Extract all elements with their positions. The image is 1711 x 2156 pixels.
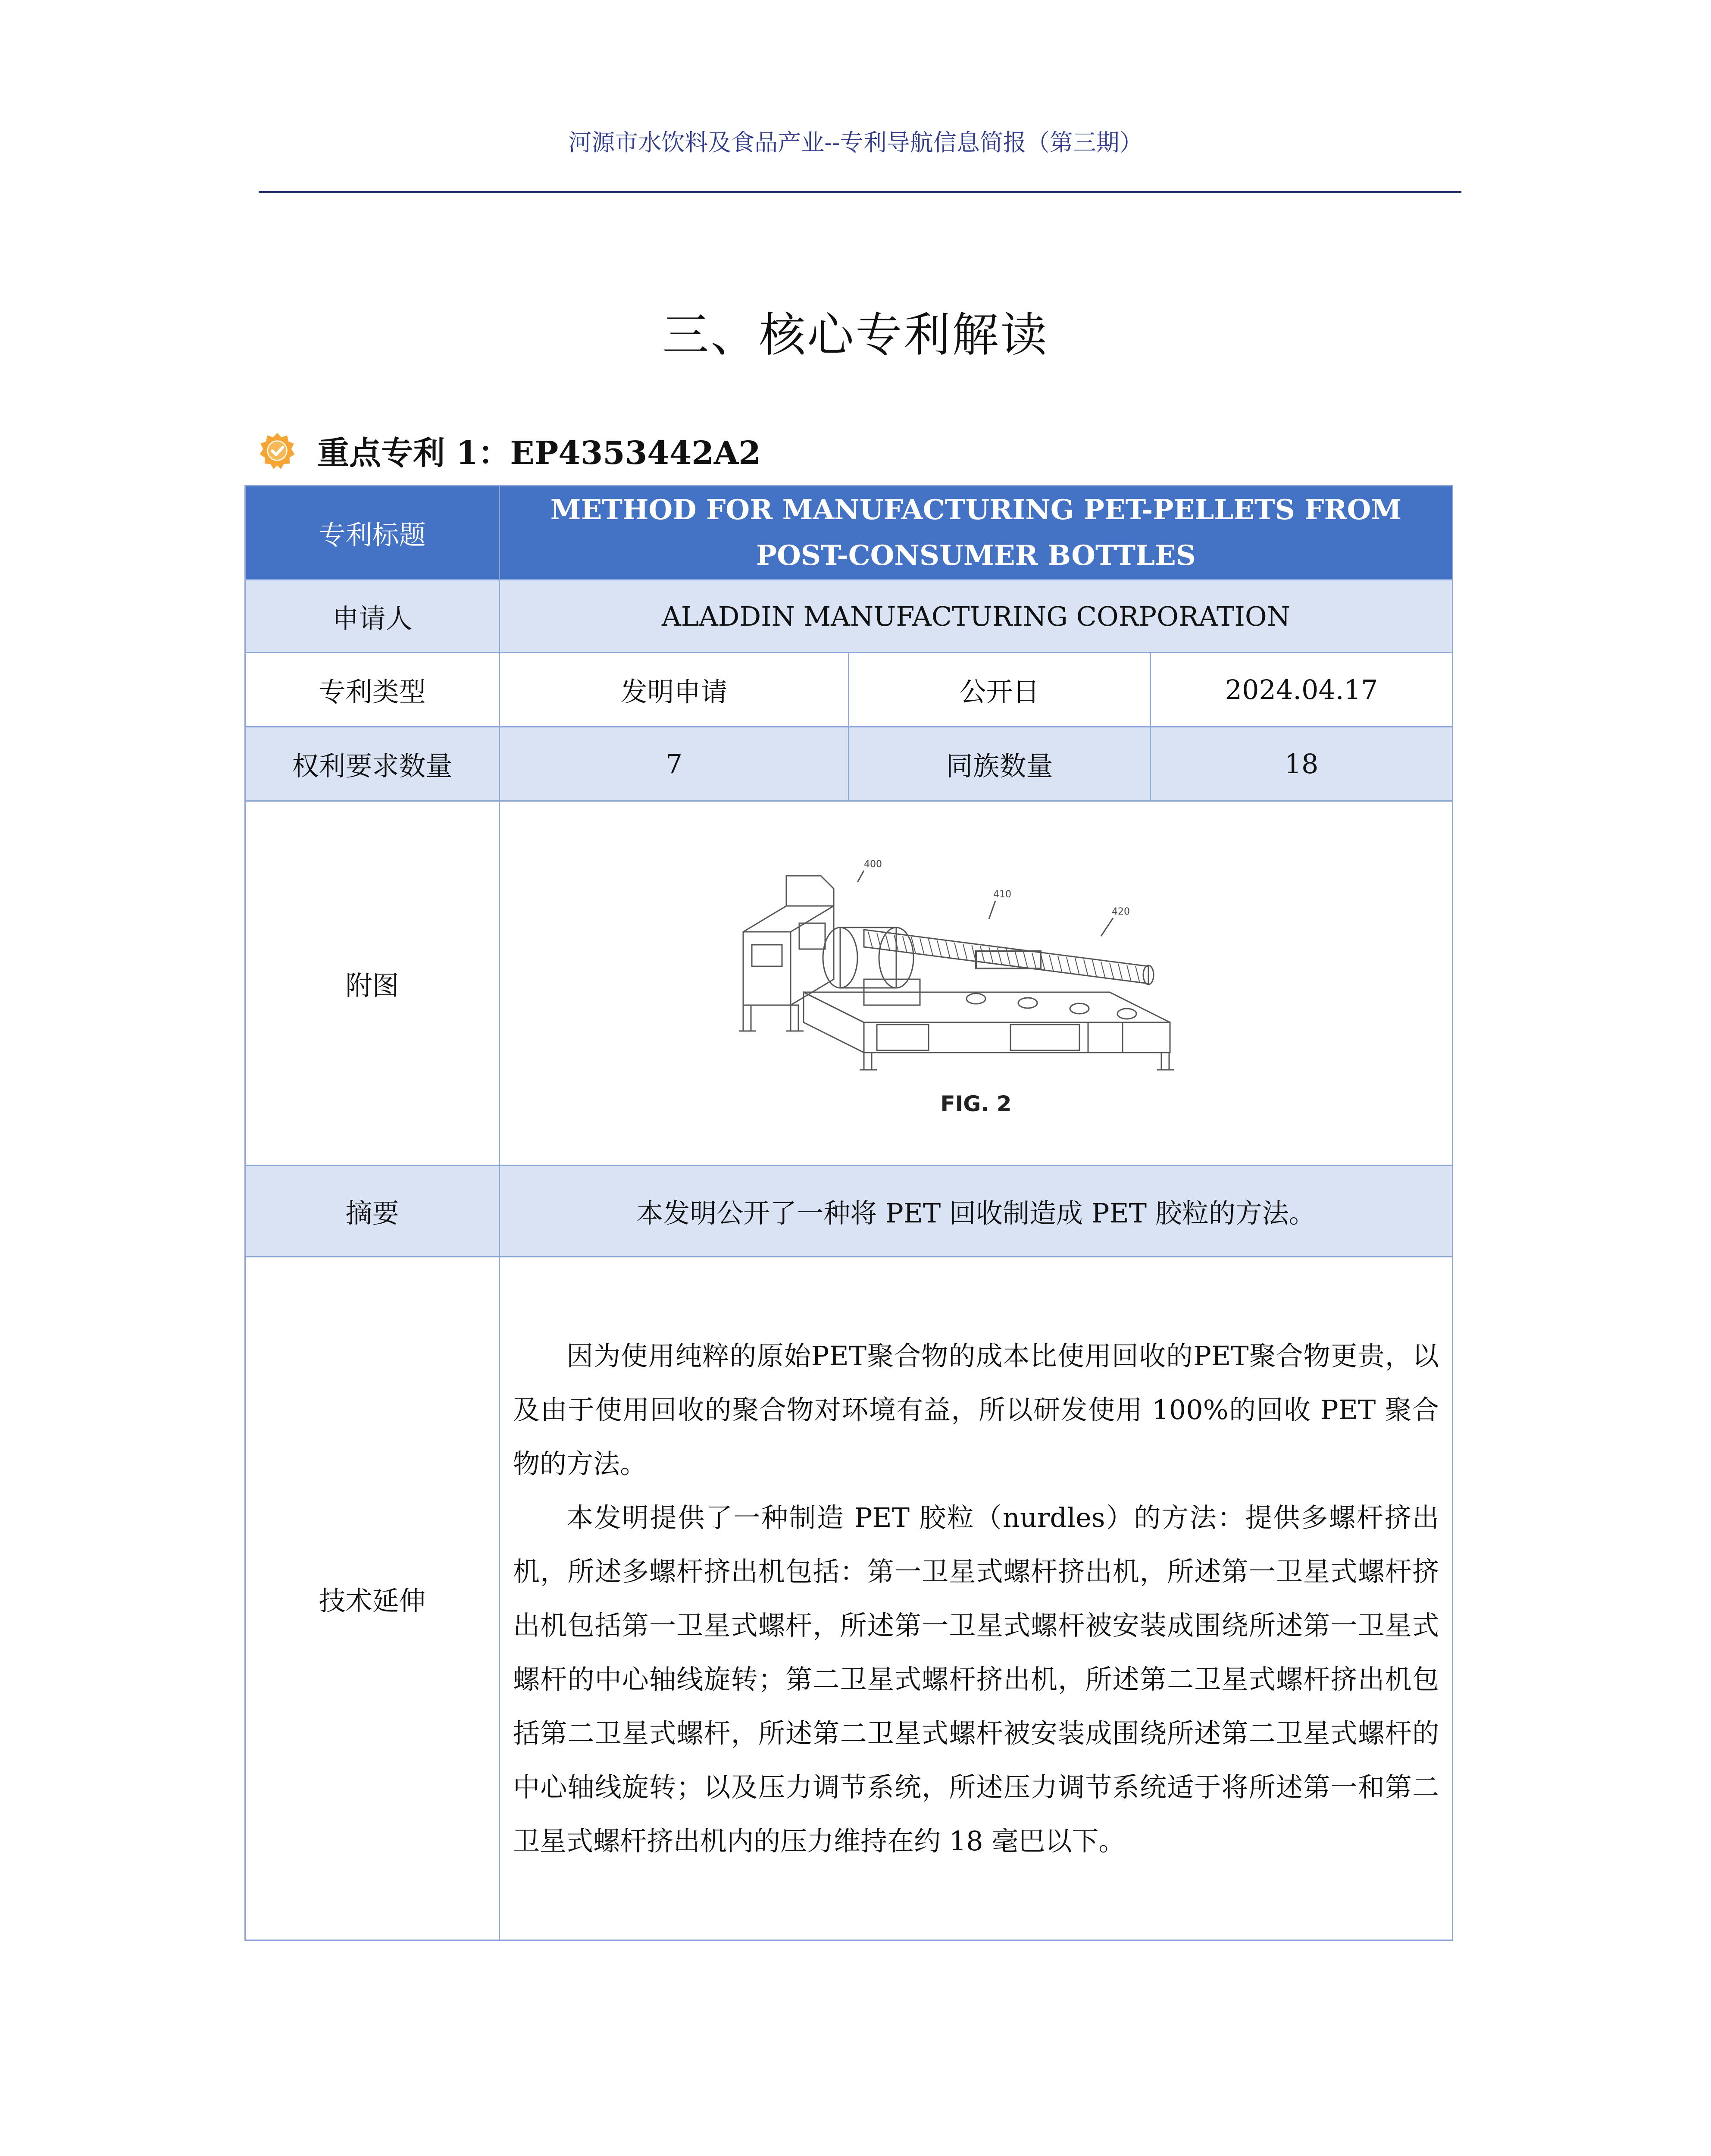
ref-numeral-2: 410 bbox=[993, 889, 1011, 900]
label-technical-extension: 技术延伸 bbox=[245, 1257, 500, 1940]
row-patent-type bbox=[245, 653, 1453, 727]
figure-cell bbox=[500, 801, 1453, 1166]
check-badge-icon bbox=[259, 432, 296, 469]
label-family: 同族数量 bbox=[849, 727, 1151, 801]
claims-value: 7 bbox=[500, 727, 849, 801]
family-value: 18 bbox=[1151, 727, 1453, 801]
row-applicant bbox=[245, 580, 1453, 653]
label-patent-title: 专利标题 bbox=[245, 486, 500, 580]
ref-numeral-3: 420 bbox=[1112, 906, 1130, 917]
section-title: 三、核心专利解读 bbox=[662, 308, 1049, 362]
row-technical-extension bbox=[245, 1257, 1453, 1940]
patent-title-value bbox=[500, 486, 1453, 580]
tech-paragraph-1: 因为使用纯粹的原始PET聚合物的成本比使用回收的PET聚合物更贵，以及由于使用回收的聚合物对环境有益，所以研发使用 100%的回收 PET 聚合物的方法。 bbox=[513, 1340, 1439, 1479]
row-patent-title bbox=[245, 486, 1453, 580]
patent-heading-text: 重点专利 1：EP4353442A2 bbox=[317, 435, 761, 472]
patent-title-line1: METHOD FOR MANUFACTURING PET-PELLETS FROM bbox=[550, 493, 1402, 526]
header-rule bbox=[259, 191, 1461, 193]
patent-info-table bbox=[244, 485, 1453, 1941]
label-publication-date: 公开日 bbox=[849, 653, 1151, 727]
running-header: 河源市水饮料及食品产业--专利导航信息简报（第三期） bbox=[568, 129, 1143, 156]
label-abstract: 摘要 bbox=[245, 1166, 500, 1257]
applicant-value: ALADDIN MANUFACTURING CORPORATION bbox=[500, 580, 1453, 653]
publication-date-value: 2024.04.17 bbox=[1151, 653, 1453, 727]
label-patent-type: 专利类型 bbox=[245, 653, 500, 727]
figure-caption: FIG. 2 bbox=[940, 1091, 1012, 1116]
ref-numeral-1: 400 bbox=[864, 859, 882, 870]
patent-heading bbox=[259, 429, 761, 472]
label-figure: 附图 bbox=[245, 801, 500, 1166]
tech-paragraph-2: 本发明提供了一种制造 PET 胶粒（nurdles）的方法：提供多螺杆挤出机，所述多螺杆挤出机包括：第一卫星式螺杆挤出机，所述第一卫星式螺杆挤出机包括第一卫星式螺杆，所述第一卫星式螺杆被安装成围绕所述第一卫星式螺杆的中心轴线旋转；第二卫星式螺杆挤出机，所述第二卫星式螺杆挤出机包括第二卫星式螺杆，所述第二卫星式螺杆被安装成围绕所述第二卫星式螺杆的中心轴线旋转；以及压力调节系统，所述压力调节系统适于将所述第一和第二卫星式螺杆挤出机内的压力维持在约 18 毫巴以下。 bbox=[513, 1502, 1439, 1857]
row-figure bbox=[245, 801, 1453, 1166]
row-claims bbox=[245, 727, 1453, 801]
label-claims: 权利要求数量 bbox=[245, 727, 500, 801]
patent-type-value: 发明申请 bbox=[500, 653, 849, 727]
extruder-drawing bbox=[735, 850, 1217, 1083]
abstract-value: 本发明公开了一种将 PET 回收制造成 PET 胶粒的方法。 bbox=[500, 1166, 1453, 1257]
label-applicant: 申请人 bbox=[245, 580, 500, 653]
patent-title-line2: POST-CONSUMER BOTTLES bbox=[756, 539, 1196, 572]
technical-extension-cell bbox=[500, 1257, 1453, 1940]
row-abstract bbox=[245, 1166, 1453, 1257]
